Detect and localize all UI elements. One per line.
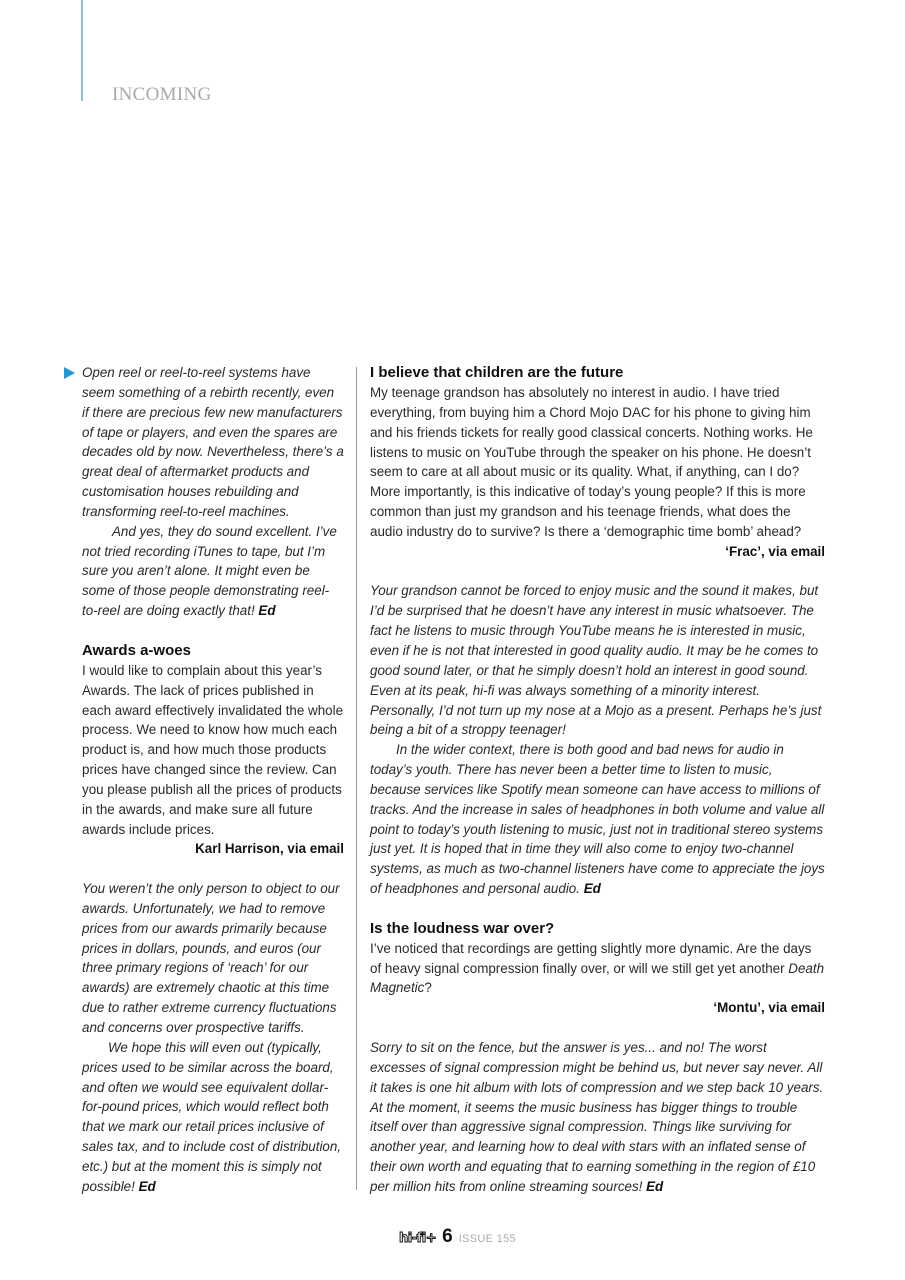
editor-sign: Ed <box>583 881 601 897</box>
editor-sign: Ed <box>646 1178 664 1194</box>
left-column <box>82 363 344 1197</box>
issue-label: ISSUE 155 <box>458 1233 516 1245</box>
letter-heading: Is the loudness war over? <box>370 919 555 937</box>
right-column <box>370 363 825 1197</box>
hifi-plus-logo: hi-fi+ <box>399 1231 437 1246</box>
section-title: INCOMING <box>112 84 212 105</box>
reply-paragraph: Open reel or reel-to-reel systems have seem something of a rebirth recently, even if there are precious few new manufacturers of tape or players, and even the spares are decades old by now. Nevertheless, there’s a great deal of aftermarket products and customisation houses rebuilding and transforming reel-to-reel machines. <box>82 365 344 519</box>
letter-body: I’ve noticed that recordings are getting slightly more dynamic. Are the days of heavy signal compression finally over, or will we still get yet another Death Magnetic? <box>370 940 825 996</box>
reply-paragraph: In the wider context, there is both good and bad news for audio in today’s youth. There has never been a better time to listen to music, because services like Spotify mean someone can have access to millions of tracks. And the increase in sales of headphones in both volume and value all point to today’s youth listening to music, just not in traditional stereo systems just yet. It is hoped that in time they will also come to enjoy two-channel systems, as much as two-channel listeners have come to appreciate the joys of headphones and personal audio. Ed <box>370 742 825 897</box>
page-number: 6 <box>442 1226 453 1247</box>
letter-signature: ‘Frac’, via email <box>725 543 825 559</box>
editor-sign: Ed <box>258 603 276 619</box>
column-divider <box>356 367 357 1190</box>
letter-heading: I believe that children are the future <box>370 364 624 381</box>
letter-body: My teenage grandson has absolutely no interest in audio. I have tried everything, from buying him a Chord Mojo DAC for his phone to giving him and his friends tickets for really good classical concerts. Nothing works. He listens to music on YouTube through the speaker on his phone. He doesn’t seem to care at all about music or its quality. What, if anything, can I do? More importantly, is this indicative of today’s young people? If this is more common than just my grandson and his teenage friends, what does the audio industry do to survive? Is there a ‘demographic time bomb’ ahead? <box>370 385 813 539</box>
reply-paragraph: We hope this will even out (typically, prices used to be similar across the board, and often we would see equivalent dollar-for-pound prices, which would reflect both that we mark our retail prices inclusive of sales tax, and to include cost of distribution, etc.) but at the moment this is simply not possible! Ed <box>82 1039 342 1194</box>
letter-heading: Awards a-woes <box>82 641 191 659</box>
album-title: Death Magnetic <box>370 960 825 996</box>
top-accent-rule <box>81 0 83 101</box>
letter-signature: ‘Montu’, via email <box>713 1000 825 1016</box>
reply-paragraph: Your grandson cannot be forced to enjoy music and the sound it makes, but I’d be surprised that he doesn’t have any interest in music whatsoever. The fact he listens to music through YouTube means he is interested in music, even if he is not that interested in good quality audio. It may be he comes to good sound later, or that he simply doesn’t hold an interest in good sound. Even at its peak, hi-fi was always something of a minority interest. Personally, I’d not turn up my nose at a Mojo as a present. Perhaps he’s just being a bit of a stroppy teenager! <box>370 583 822 738</box>
reply-paragraph: You weren’t the only person to object to our awards. Unfortunately, we had to remove prices from our awards primarily because prices in dollars, pounds, and euros (our three primary regions of ‘reach’ for our awards) are extremely chaotic at this time due to rather extreme currency fluctuations and concerns over prospective tariffs. <box>82 881 340 1035</box>
reply-paragraph: And yes, they do sound excellent. I’ve not tried recording iTunes to tape, but I’m sure you aren’t alone. It might even be some of those people demonstrating reel-to-reel are doing exactly that! Ed <box>82 523 337 619</box>
play-arrow-icon <box>64 367 75 379</box>
letter-signature: Karl Harrison, via email <box>195 841 344 857</box>
reply-paragraph: Sorry to sit on the fence, but the answer is yes... and no! The worst excesses of signal compression might be behind us, but never say never. All it takes is one hit album with lots of compression and we step back 10 years. At the moment, it seems the music business has bigger things to trouble itself over than aggressive signal compression. Things like surviving for another year, and learning how to deal with stars with an inflated sense of their own worth and equating that to earning something in the region of £10 per million hits from online streaming sources! Ed <box>370 1040 824 1194</box>
editor-sign: Ed <box>138 1178 156 1194</box>
page-footer <box>399 1226 516 1248</box>
letter-body: I would like to complain about this year’s Awards. The lack of prices published in each award effectively invalidated the whole process. We need to know how much each product is, and how much those products prices have changed since the review. Can you please publish all the prices of products in the awards, and make sure all future awards include prices. <box>82 662 344 837</box>
